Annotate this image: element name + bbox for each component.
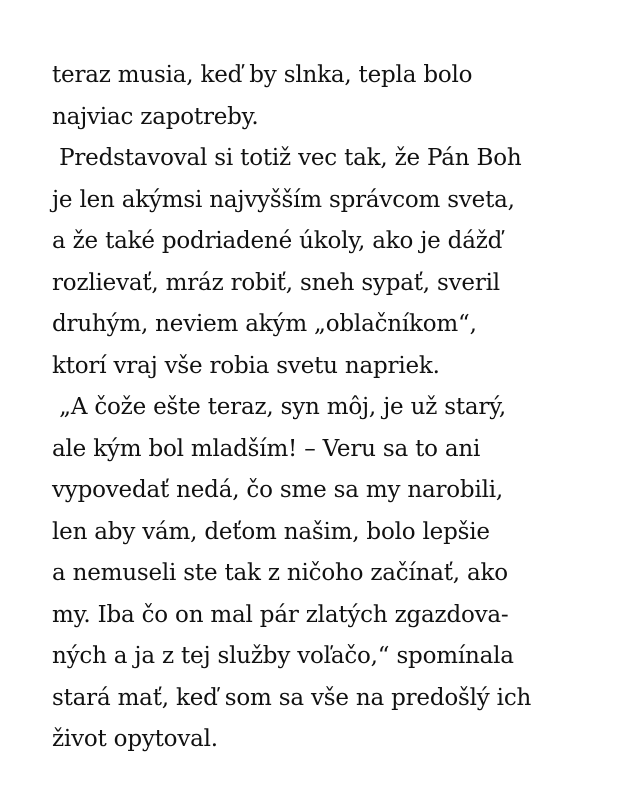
- text-line: my. Iba čo on mal pár zlatých zgazdova-: [52, 601, 509, 628]
- text-line: teraz musia, keď by slnka, tepla bolo: [52, 62, 473, 88]
- text-line: a nemuseli ste tak z ničoho začínať, ako: [52, 560, 508, 586]
- book-page-text: [52, 55, 612, 761]
- text-line: ných a ja z tej služby voľačo,“ spomínala: [52, 643, 514, 669]
- text-line: ktorí vraj vše robia svetu napriek.: [52, 352, 440, 379]
- text-line: „A čože ešte teraz, syn môj, je už starý,: [52, 394, 507, 420]
- text-line: a že také podriadené úkoly, ako je dážď: [52, 228, 503, 254]
- text-line: ale kým bol mladším! – Veru sa to ani: [52, 435, 481, 462]
- text-line: rozlievať, mráz robiť, sneh sypať, sveril: [52, 269, 500, 296]
- text-line: druhým, neviem akým „oblačníkom“,: [52, 311, 477, 337]
- text-line: len aby vám, deťom našim, bolo lepšie: [52, 518, 490, 545]
- text-line: Predstavoval si totiž vec tak, že Pán Boh: [52, 145, 522, 171]
- text-line: vypovedať nedá, čo sme sa my narobili,: [52, 477, 504, 503]
- text-line: život opytoval.: [52, 726, 218, 752]
- text-line: najviac zapotreby.: [52, 103, 259, 130]
- text-line: je len akýmsi najvyšším správcom sveta,: [52, 186, 515, 213]
- text-line: stará mať, keď som sa vše na predošlý ich: [52, 684, 532, 711]
